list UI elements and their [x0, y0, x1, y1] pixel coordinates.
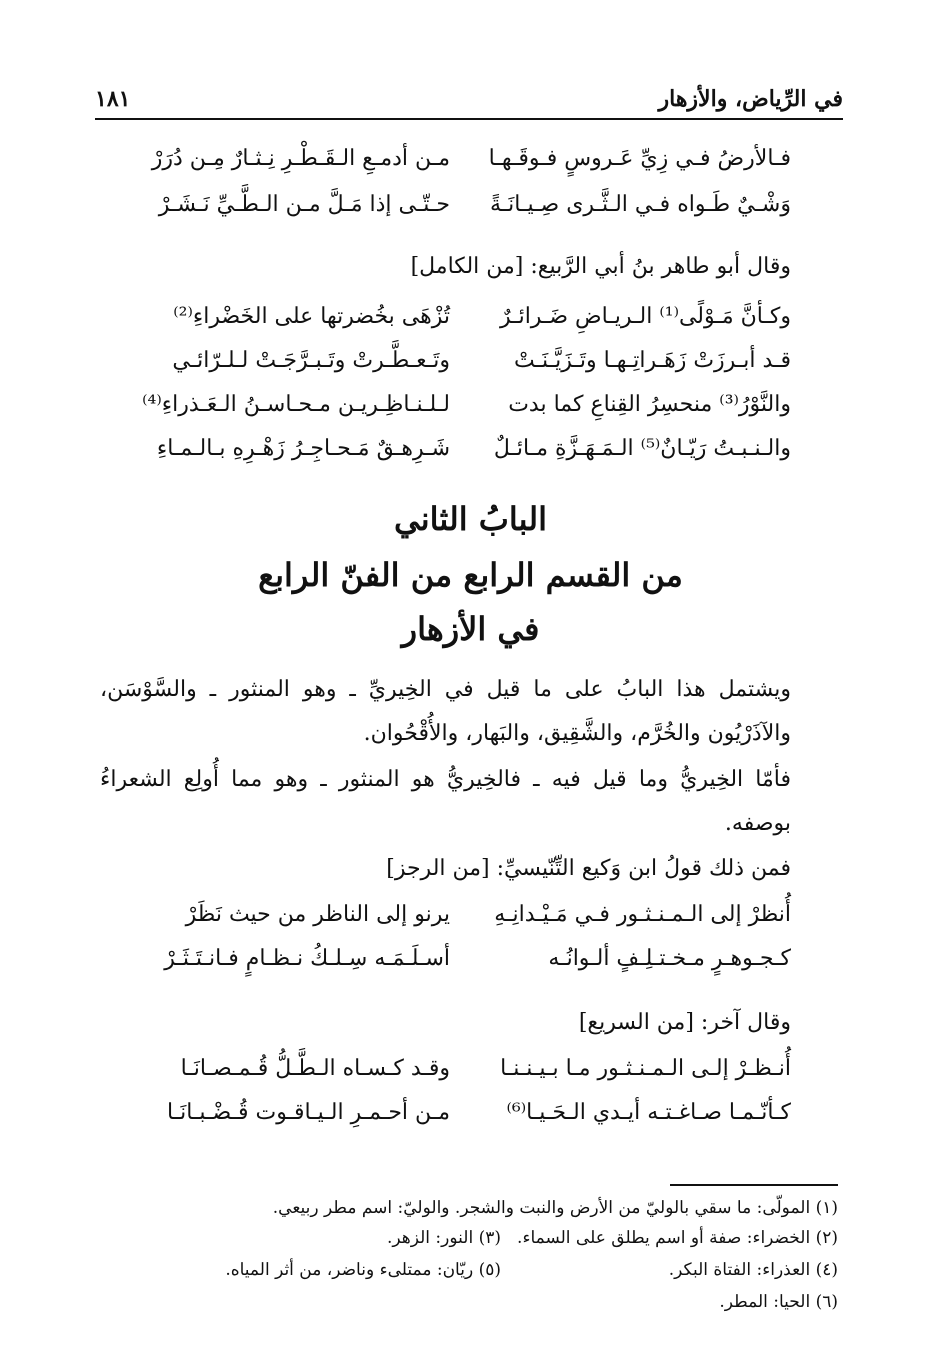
verse-first-hemistich: أُنظرْ إلى الـمـنـثـور فـي مَـيْـدانِـهِ	[494, 902, 791, 927]
footnote: (٢) الخضراء: صفة أو اسم يطلق على السماء.	[517, 1228, 838, 1248]
footnote-separator	[670, 1184, 838, 1186]
verse-second-hemistich: وقـد كـسـاه الـطَّـلُّ قُـمـصـانَـا	[180, 1056, 450, 1081]
verse-line	[150, 348, 791, 388]
verse-line	[142, 392, 791, 432]
verse-line	[150, 146, 791, 186]
paragraph: فأمّا الخِيريُّ وما قيل فيه ـ فالخِيريُّ هو المنثور ـ وهو مما أُولِع الشعراءُ بوصفه.	[100, 767, 791, 836]
verse-second-hemistich: لـلـنـاظِـريـن مـحـاسـنُ الـعَـذراءِ⁽⁴⁾	[142, 392, 450, 417]
verse-first-hemistich: كـأنّـمـا صـاغـتـه أيـدي الـحَـيـا⁽⁶⁾	[506, 1100, 791, 1125]
verse-second-hemistich: مـن أحـمـرِ الـيـاقـوت قُـضْـبـانَـا	[166, 1100, 450, 1125]
verse-second-hemistich: شَـرِهـقٌ مَـحـاجِـرُ زَهْـرِهِ بـالـمـاءِ	[156, 436, 450, 461]
footnote: (٥) ريّان: ممتلىء وناضر، من أثر المياه.	[225, 1260, 501, 1280]
footnote: (٦) الحيا: المطر.	[719, 1292, 838, 1312]
verse-first-hemistich: فـالأرضُ فـي زِيِّ عَـروسٍ فـوقَـهـا	[488, 146, 791, 171]
verse-line	[150, 1056, 791, 1096]
verse-first-hemistich: قـد أبـرزَتْ زَهَـراتِـهـا وتَـزَيَّـنَـتْ	[513, 348, 791, 373]
verse-first-hemistich: كـجـوهـرٍ مـخـتـلِـفٍ ألـوانُـه	[548, 946, 791, 971]
verse-line	[150, 946, 791, 986]
footnote: (٤) العذراء: الفتاة البكر.	[668, 1260, 838, 1280]
verse-first-hemistich: وكـأنَّ مَـوْلًى⁽¹⁾ الـريـاضِ ضَـرائـرٌ	[499, 304, 791, 329]
chapter-topic: في الأزهار	[401, 610, 540, 648]
verse-second-hemistich: يرنو إلى الناظر من حيث نَظَرْ	[185, 902, 450, 927]
verse-line	[150, 436, 791, 476]
verse-second-hemistich: حـتّـى إذا مَـلَّ مـن الـطَّـيِّ نَـشَـرْ	[158, 192, 450, 217]
verse-second-hemistich: تُزْهَى بخُضرتها على الخَضْراءِ⁽²⁾	[173, 304, 450, 329]
verse-line	[150, 304, 791, 344]
verse-line	[150, 192, 791, 232]
verse-second-hemistich: وتَـعـطَّـرتْ وتَـبـرَّجَـتْ لـلـرّائـي	[172, 348, 450, 373]
paragraph: ويشتمل هذا البابُ على ما قيل في الخِيريِّ ـ وهو المنثور ـ والسَّوْسَن، والآذَرْيُون والخُرَّم، والشَّقِيق، والبَهار، والأُقْحُوان.	[100, 677, 791, 746]
page-number: ١٨١	[95, 86, 131, 112]
running-head: في الرِّياض، والأزهار	[658, 86, 843, 112]
verse-first-hemistich: أُنـظـرْ إلـى الـمـنـثـور مـا بـيـنـنـا	[500, 1056, 791, 1081]
verse-first-hemistich: وَشْـيٌ طَـواه فـي الـثَّـرى صِـيـانَـةً	[489, 192, 791, 217]
verse-second-hemistich: مـن أدمـعِ الـقَـطْـرِ نِـثـارٌ مِـن دُرَرْ	[151, 146, 450, 171]
chapter-title: البابُ الثاني	[394, 500, 547, 538]
poem-intro: فمن ذلك قولُ ابن وَكيع التِّنّيسيِّ: [من الرجز]	[386, 856, 791, 881]
chapter-subtitle: من القسم الرابع من الفنّ الرابع	[258, 556, 683, 594]
footnote: (١) المولّى: ما سقي بالوليّ من الأرض والنبت والشجر. والوليّ: اسم مطر ربيعي.	[272, 1198, 838, 1218]
poem-intro: وقال أبو طاهر بنُ أبي الرَّبيع: [من الكامل]	[410, 254, 791, 279]
verse-second-hemistich: أسـلَـمَـه سِـلـكُ نـظـامٍ فـانـتَـثَـرْ	[164, 946, 450, 971]
verse-first-hemistich: والنَّوْرُ⁽³⁾ منحسِرُ القِناعِ كما بدت	[508, 392, 791, 417]
verse-line	[150, 902, 791, 942]
verse-first-hemistich: والـنـبـتُ رَيّـانٌ⁽⁵⁾ الـمَـهَـزَّةِ مـائـلٌ	[493, 436, 791, 461]
poem-intro: وقال آخر: [من السريع]	[578, 1010, 791, 1035]
verse-line	[150, 1100, 791, 1140]
page-header	[95, 84, 843, 120]
footnote: (٣) النور: الزهر.	[386, 1228, 501, 1248]
